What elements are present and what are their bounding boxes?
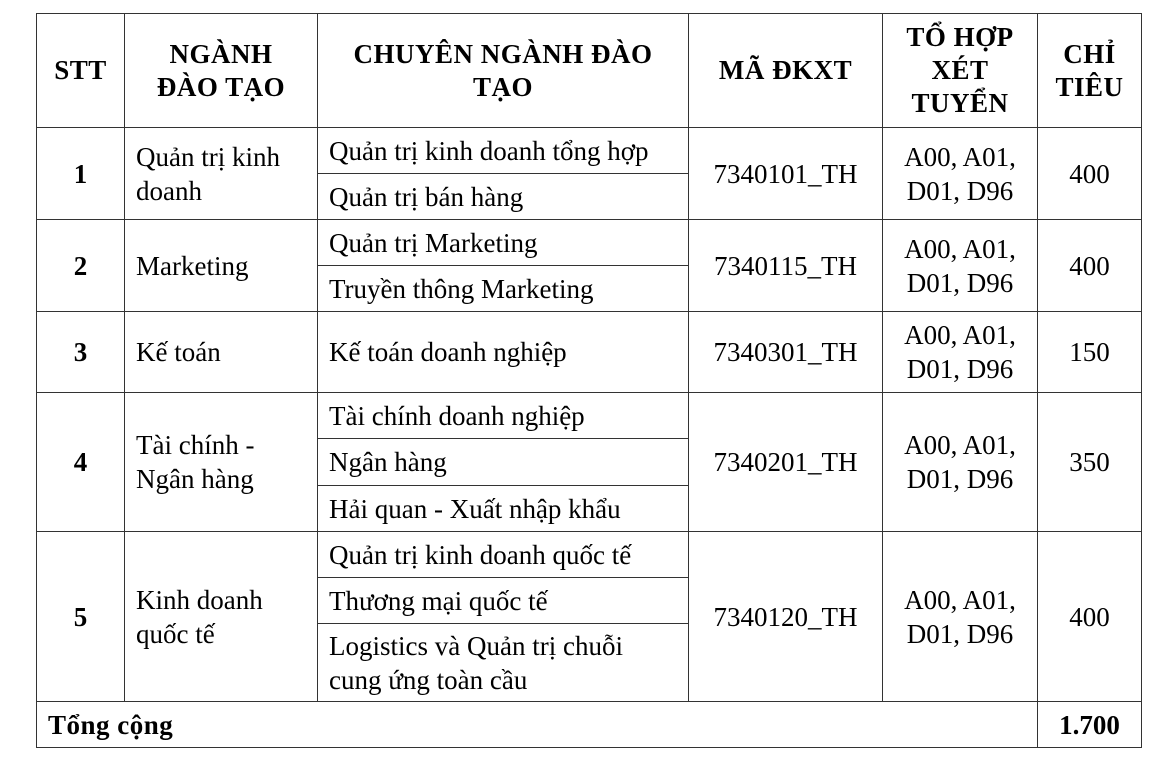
row-combination: A00, A01, D01, D96 bbox=[883, 393, 1038, 532]
row-specialization: Ngân hàng bbox=[318, 439, 689, 486]
row-major: Kinh doanh quốc tế bbox=[125, 532, 318, 702]
admission-quota-table bbox=[36, 13, 1142, 748]
row-major: Kế toán bbox=[125, 312, 318, 393]
row-stt: 2 bbox=[37, 220, 125, 312]
row-code: 7340201_TH bbox=[689, 393, 883, 532]
row-specialization: Truyền thông Marketing bbox=[318, 266, 689, 312]
row-code: 7340101_TH bbox=[689, 128, 883, 220]
header-code: MÃ ĐKXT bbox=[689, 14, 883, 128]
row-specialization: Thương mại quốc tế bbox=[318, 578, 689, 624]
total-value: 1.700 bbox=[1038, 702, 1142, 748]
total-label: Tổng cộng bbox=[37, 702, 1038, 748]
row-specialization: Quản trị kinh doanh quốc tế bbox=[318, 532, 689, 578]
header-major: NGÀNH ĐÀO TẠO bbox=[125, 14, 318, 128]
row-quota: 150 bbox=[1038, 312, 1142, 393]
row-combination: A00, A01, D01, D96 bbox=[883, 532, 1038, 702]
row-combination: A00, A01, D01, D96 bbox=[883, 128, 1038, 220]
row-quota: 400 bbox=[1038, 220, 1142, 312]
table-row bbox=[37, 128, 1142, 174]
header-stt: STT bbox=[37, 14, 125, 128]
row-stt: 1 bbox=[37, 128, 125, 220]
row-specialization: Quản trị kinh doanh tổng hợp bbox=[318, 128, 689, 174]
row-combination: A00, A01, D01, D96 bbox=[883, 220, 1038, 312]
row-quota: 350 bbox=[1038, 393, 1142, 532]
row-stt: 5 bbox=[37, 532, 125, 702]
table-row bbox=[37, 312, 1142, 393]
row-quota: 400 bbox=[1038, 128, 1142, 220]
row-quota: 400 bbox=[1038, 532, 1142, 702]
header-quota: CHỈ TIÊU bbox=[1038, 14, 1142, 128]
header-specialization: CHUYÊN NGÀNH ĐÀO TẠO bbox=[318, 14, 689, 128]
row-stt: 4 bbox=[37, 393, 125, 532]
row-combination: A00, A01, D01, D96 bbox=[883, 312, 1038, 393]
row-major: Tài chính - Ngân hàng bbox=[125, 393, 318, 532]
table-row bbox=[37, 393, 1142, 439]
row-stt: 3 bbox=[37, 312, 125, 393]
row-specialization: Tài chính doanh nghiệp bbox=[318, 393, 689, 439]
row-specialization: Kế toán doanh nghiệp bbox=[318, 312, 689, 393]
row-code: 7340120_TH bbox=[689, 532, 883, 702]
table-row bbox=[37, 532, 1142, 578]
table-header-row bbox=[37, 14, 1142, 128]
row-specialization: Logistics và Quản trị chuỗi cung ứng toàn cầu bbox=[318, 624, 689, 702]
row-specialization: Quản trị Marketing bbox=[318, 220, 689, 266]
row-specialization: Quản trị bán hàng bbox=[318, 174, 689, 220]
row-major: Quản trị kinh doanh bbox=[125, 128, 318, 220]
row-specialization: Hải quan - Xuất nhập khẩu bbox=[318, 486, 689, 532]
row-code: 7340115_TH bbox=[689, 220, 883, 312]
header-combination: TỔ HỢP XÉT TUYỂN bbox=[883, 14, 1038, 128]
total-row bbox=[37, 702, 1142, 748]
row-code: 7340301_TH bbox=[689, 312, 883, 393]
table-row bbox=[37, 220, 1142, 266]
row-major: Marketing bbox=[125, 220, 318, 312]
